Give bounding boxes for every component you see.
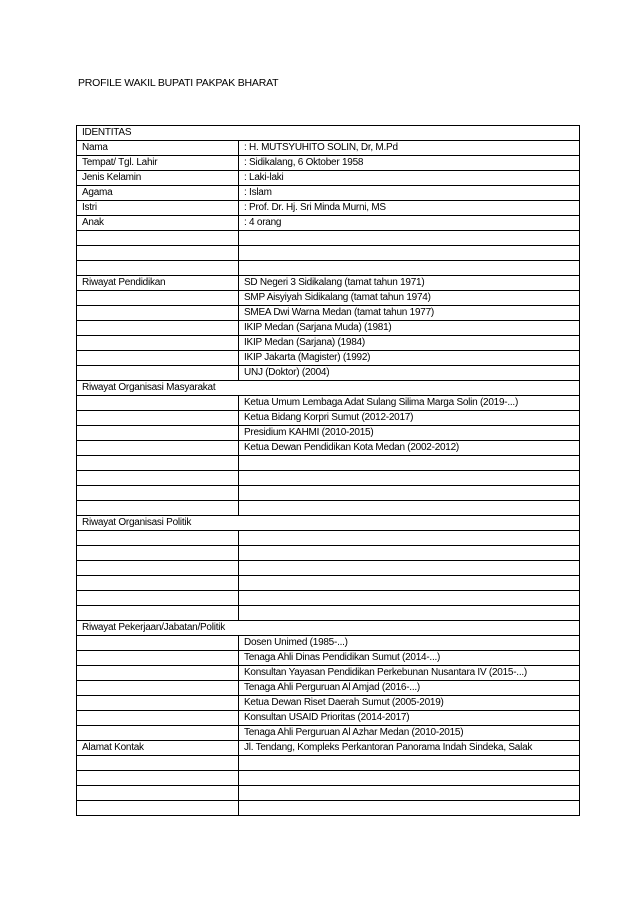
section-header-row <box>77 516 580 531</box>
table-row <box>77 741 580 756</box>
section-header: Riwayat Pekerjaan/Jabatan/Politik <box>77 621 580 636</box>
row-value: : Sidikalang, 6 Oktober 1958 <box>239 156 580 171</box>
row-label <box>77 261 239 276</box>
row-value: IKIP Medan (Sarjana) (1984) <box>239 336 580 351</box>
row-label: Riwayat Pendidikan <box>77 276 239 291</box>
section-header: Riwayat Organisasi Masyarakat <box>77 381 580 396</box>
row-label: Istri <box>77 201 239 216</box>
table-row <box>77 486 580 501</box>
profile-table-body <box>77 126 580 816</box>
table-row <box>77 501 580 516</box>
row-label <box>77 426 239 441</box>
row-value <box>239 261 580 276</box>
row-value <box>239 546 580 561</box>
row-value: SMP Aisyiyah Sidikalang (tamat tahun 1974) <box>239 291 580 306</box>
row-label <box>77 681 239 696</box>
row-value <box>239 501 580 516</box>
table-row <box>77 306 580 321</box>
row-label: Agama <box>77 186 239 201</box>
row-label <box>77 456 239 471</box>
table-row <box>77 576 580 591</box>
row-value: IKIP Medan (Sarjana Muda) (1981) <box>239 321 580 336</box>
row-value: Tenaga Ahli Perguruan Al Amjad (2016-...) <box>239 681 580 696</box>
row-label <box>77 366 239 381</box>
row-value <box>239 771 580 786</box>
table-row <box>77 276 580 291</box>
row-label <box>77 546 239 561</box>
row-label <box>77 411 239 426</box>
row-value <box>239 486 580 501</box>
table-row <box>77 456 580 471</box>
table-row <box>77 171 580 186</box>
row-value <box>239 801 580 816</box>
table-row <box>77 756 580 771</box>
row-value: Ketua Umum Lembaga Adat Sulang Silima Marga Solin (2019-...) <box>239 396 580 411</box>
row-value: SD Negeri 3 Sidikalang (tamat tahun 1971) <box>239 276 580 291</box>
row-label <box>77 291 239 306</box>
table-row <box>77 336 580 351</box>
section-header-row <box>77 126 580 141</box>
section-header: Riwayat Organisasi Politik <box>77 516 580 531</box>
table-row <box>77 666 580 681</box>
table-row <box>77 801 580 816</box>
row-label <box>77 531 239 546</box>
row-value <box>239 786 580 801</box>
row-label <box>77 576 239 591</box>
row-value: Konsultan Yayasan Pendidikan Perkebunan Nusantara IV (2015-...) <box>239 666 580 681</box>
row-value <box>239 456 580 471</box>
row-value: Ketua Dewan Pendidikan Kota Medan (2002-2012) <box>239 441 580 456</box>
row-value: Ketua Dewan Riset Daerah Sumut (2005-2019) <box>239 696 580 711</box>
row-value: : H. MUTSYUHITO SOLIN, Dr, M.Pd <box>239 141 580 156</box>
table-row <box>77 696 580 711</box>
row-value: Tenaga Ahli Perguruan Al Azhar Medan (2010-2015) <box>239 726 580 741</box>
row-value <box>239 756 580 771</box>
table-row <box>77 201 580 216</box>
row-label <box>77 396 239 411</box>
row-value: : Islam <box>239 186 580 201</box>
row-value <box>239 576 580 591</box>
table-row <box>77 216 580 231</box>
table-row <box>77 711 580 726</box>
document-title: PROFILE WAKIL BUPATI PAKPAK BHARAT <box>78 77 279 89</box>
row-value: SMEA Dwi Warna Medan (tamat tahun 1977) <box>239 306 580 321</box>
row-label <box>77 486 239 501</box>
table-row <box>77 591 580 606</box>
row-value: : Laki-laki <box>239 171 580 186</box>
row-label <box>77 726 239 741</box>
table-row <box>77 396 580 411</box>
row-label <box>77 666 239 681</box>
row-value <box>239 246 580 261</box>
row-value: Konsultan USAID Prioritas (2014-2017) <box>239 711 580 726</box>
row-value <box>239 561 580 576</box>
table-row <box>77 321 580 336</box>
table-row <box>77 441 580 456</box>
table-row <box>77 231 580 246</box>
row-label <box>77 246 239 261</box>
row-label <box>77 771 239 786</box>
row-label: Anak <box>77 216 239 231</box>
row-label <box>77 501 239 516</box>
section-header-row <box>77 381 580 396</box>
row-label <box>77 471 239 486</box>
table-row <box>77 681 580 696</box>
row-label <box>77 696 239 711</box>
row-label <box>77 651 239 666</box>
table-row <box>77 606 580 621</box>
table-row <box>77 366 580 381</box>
table-row <box>77 351 580 366</box>
table-row <box>77 411 580 426</box>
table-row <box>77 261 580 276</box>
section-header-row <box>77 621 580 636</box>
table-row <box>77 636 580 651</box>
row-value <box>239 606 580 621</box>
table-row <box>77 426 580 441</box>
table-row <box>77 546 580 561</box>
row-value <box>239 531 580 546</box>
table-row <box>77 471 580 486</box>
profile-table <box>76 125 580 816</box>
row-label <box>77 786 239 801</box>
table-row <box>77 246 580 261</box>
row-value <box>239 471 580 486</box>
row-label <box>77 321 239 336</box>
row-label <box>77 636 239 651</box>
row-label <box>77 351 239 366</box>
row-value: UNJ (Doktor) (2004) <box>239 366 580 381</box>
table-row <box>77 156 580 171</box>
row-value: : 4 orang <box>239 216 580 231</box>
table-row <box>77 786 580 801</box>
row-label: Tempat/ Tgl. Lahir <box>77 156 239 171</box>
row-value <box>239 591 580 606</box>
table-row <box>77 141 580 156</box>
row-label <box>77 801 239 816</box>
row-value <box>239 231 580 246</box>
row-value: Presidium KAHMI (2010-2015) <box>239 426 580 441</box>
row-label: Nama <box>77 141 239 156</box>
row-value: Ketua Bidang Korpri Sumut (2012-2017) <box>239 411 580 426</box>
table-row <box>77 726 580 741</box>
row-label: Jenis Kelamin <box>77 171 239 186</box>
row-label <box>77 441 239 456</box>
row-label <box>77 606 239 621</box>
table-row <box>77 771 580 786</box>
table-row <box>77 651 580 666</box>
row-label <box>77 591 239 606</box>
row-value: Tenaga Ahli Dinas Pendidikan Sumut (2014-...) <box>239 651 580 666</box>
section-header: IDENTITAS <box>77 126 580 141</box>
row-value: Jl. Tendang, Kompleks Perkantoran Panorama Indah Sindeka, Salak <box>239 741 580 756</box>
row-label <box>77 561 239 576</box>
table-row <box>77 186 580 201</box>
row-label <box>77 231 239 246</box>
row-label <box>77 711 239 726</box>
row-label: Alamat Kontak <box>77 741 239 756</box>
row-value: : Prof. Dr. Hj. Sri Minda Murni, MS <box>239 201 580 216</box>
row-label <box>77 336 239 351</box>
table-row <box>77 531 580 546</box>
row-value: Dosen Unimed (1985-...) <box>239 636 580 651</box>
row-value: IKIP Jakarta (Magister) (1992) <box>239 351 580 366</box>
row-label <box>77 306 239 321</box>
table-row <box>77 561 580 576</box>
row-label <box>77 756 239 771</box>
table-row <box>77 291 580 306</box>
